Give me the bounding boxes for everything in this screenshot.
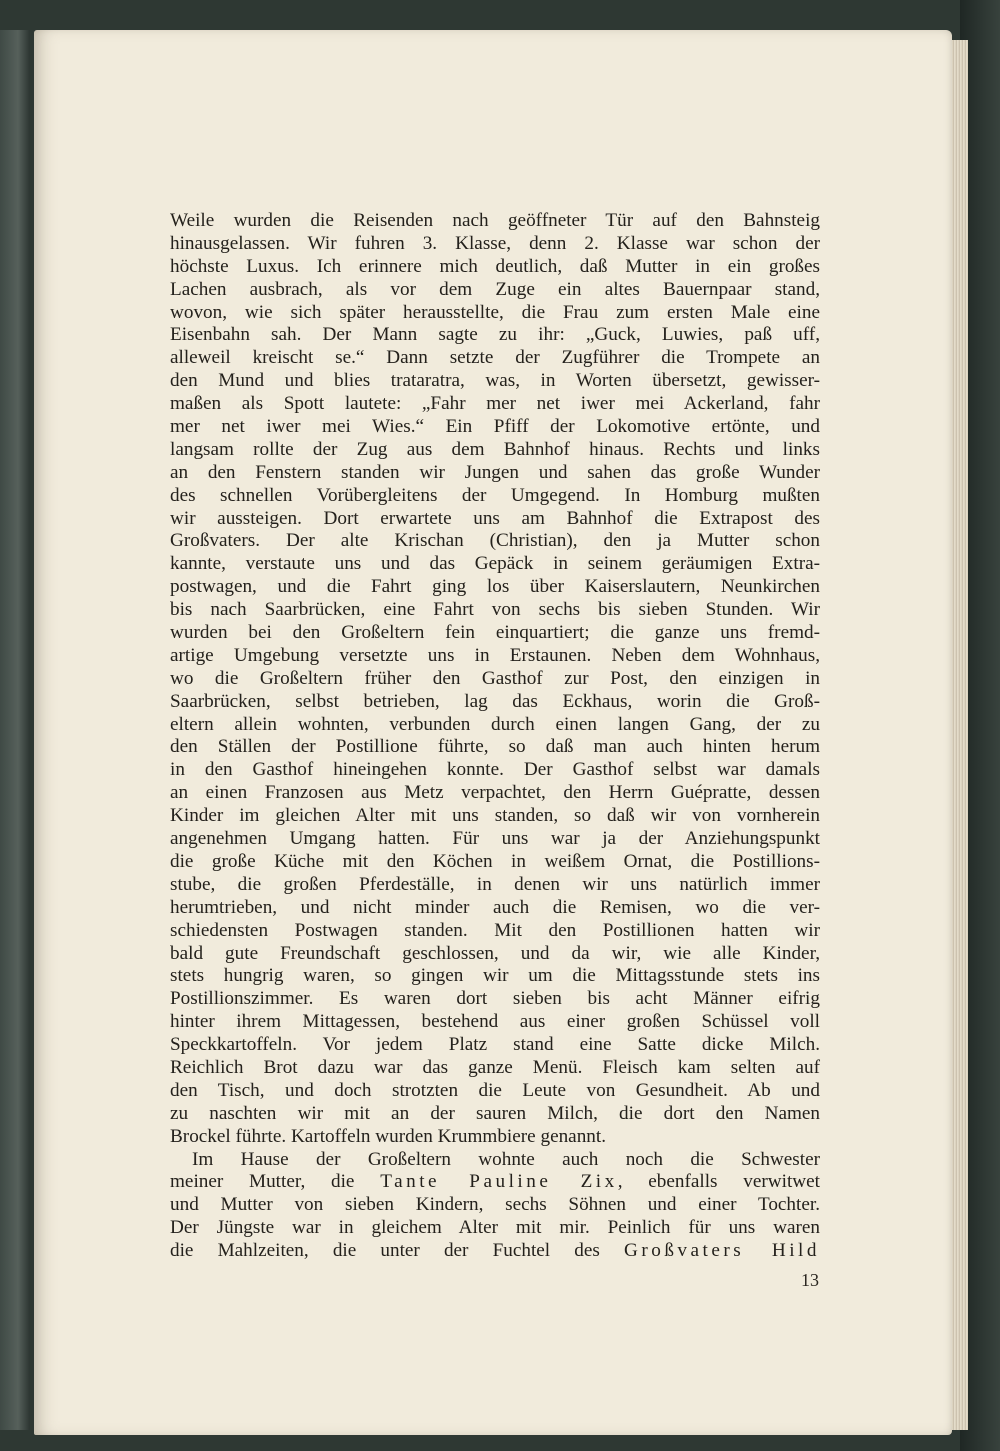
text-line bbox=[170, 1171, 820, 1194]
text-line: bald gute Freundschaft geschlossen, und da wir, wie alle Kinder, bbox=[170, 942, 820, 964]
text-line: den Tisch, und doch strotzten die Leute von Gesundheit. Ab und bbox=[170, 1079, 820, 1101]
text-line: angenehmen Umgang hatten. Für uns war ja der Anziehungspunkt bbox=[170, 828, 820, 850]
text-line: an einen Franzosen aus Metz verpachtet, den Herrn Guépratte, dessen bbox=[170, 782, 820, 804]
text-line: stube, die großen Pferdeställe, in denen wir uns natürlich immer bbox=[170, 873, 820, 895]
text-line: wir aussteigen. Dort erwartete uns am Bahnhof die Extrapost des bbox=[170, 507, 820, 529]
text-fragment: meiner Mutter, die bbox=[170, 1171, 381, 1193]
text-line: den Mund und blies trataratra, was, in Worten übersetzt, gewisser- bbox=[170, 370, 820, 392]
text-line: Weile wurden die Reisenden nach geöffneter Tür auf den Bahnsteig bbox=[170, 210, 820, 231]
text-line: langsam rollte der Zug aus dem Bahnhof hinaus. Rechts und links bbox=[170, 438, 820, 460]
text-line: alleweil kreischt se.“ Dann setzte der Zugführer die Trompete an bbox=[170, 347, 820, 369]
text-fragment: die Mahlzeiten, die unter der Fuchtel des bbox=[170, 1240, 624, 1262]
text-line bbox=[170, 1240, 820, 1263]
text-line: zu naschten wir mit an der sauren Milch, die dort den Namen bbox=[170, 1102, 820, 1124]
text-line: herumtrieben, und nicht minder auch die Remisen, wo die ver- bbox=[170, 896, 820, 918]
text-line: Im Hause der Großeltern wohnte auch noch die Schwester bbox=[192, 1148, 820, 1170]
text-line: postwagen, und die Fahrt ging los über Kaiserslautern, Neunkirchen bbox=[170, 576, 820, 598]
text-line: Kinder im gleichen Alter mit uns standen, so daß wir von vornherein bbox=[170, 805, 820, 827]
text-line: wo die Großeltern früher den Gasthof zur Post, den einzigen in bbox=[170, 667, 820, 689]
text-line: bis nach Saarbrücken, eine Fahrt von sechs bis sieben Stunden. Wir bbox=[170, 599, 820, 621]
text-line: Speckkartoffeln. Vor jedem Platz stand eine Satte dicke Milch. bbox=[170, 1034, 820, 1056]
spaced-name: Großvaters Hild bbox=[623, 1240, 820, 1262]
text-line: des schnellen Vorübergleitens der Umgegend. In Homburg mußten bbox=[170, 484, 820, 506]
book-page bbox=[34, 30, 952, 1435]
text-line: stets hungrig waren, so gingen wir um die Mittagsstunde stets ins bbox=[170, 965, 820, 987]
text-line: Postillionszimmer. Es waren dort sieben bis acht Männer eifrig bbox=[170, 988, 820, 1010]
text-line: kannte, verstaute uns und das Gepäck in seinem geräumigen Extra- bbox=[170, 553, 820, 575]
text-line: an den Fenstern standen wir Jungen und sahen das große Wunder bbox=[170, 461, 820, 483]
text-fragment: , ebenfalls verwitwet bbox=[617, 1171, 820, 1193]
text-line: wovon, wie sich später herausstellte, die Frau zum ersten Male eine bbox=[170, 301, 820, 323]
text-line: höchste Luxus. Ich erinnere mich deutlich, daß Mutter in ein großes bbox=[170, 255, 820, 277]
body-text bbox=[170, 210, 820, 1263]
text-line: eltern allein wohnten, verbunden durch einen langen Gang, der zu bbox=[170, 713, 820, 735]
text-line: Der Jüngste war in gleichem Alter mit mir. Peinlich für uns waren bbox=[170, 1217, 820, 1239]
text-line: Lachen ausbrach, als vor dem Zuge ein altes Bauernpaar stand, bbox=[170, 278, 820, 300]
book-binding bbox=[0, 30, 30, 1430]
text-line: hinausgelassen. Wir fuhren 3. Klasse, denn 2. Klasse war schon der bbox=[170, 232, 820, 254]
page-number: 13 bbox=[801, 1270, 819, 1290]
text-line: hinter ihrem Mittagessen, bestehend aus einer großen Schüssel voll bbox=[170, 1011, 820, 1033]
text-line: Eisenbahn sah. Der Mann sagte zu ihr: „Guck, Luwies, paß uff, bbox=[170, 324, 820, 346]
text-line: den Ställen der Postillione führte, so daß man auch hinten herum bbox=[170, 736, 820, 758]
text-line: schiedensten Postwagen standen. Mit den Postillionen hatten wir bbox=[170, 919, 820, 941]
text-line: Reichlich Brot dazu war das ganze Menü. Fleisch kam selten auf bbox=[170, 1056, 820, 1078]
text-line: und Mutter von sieben Kindern, sechs Söhnen und einer Tochter. bbox=[170, 1194, 820, 1216]
text-line: wurden bei den Großeltern fein einquartiert; die ganze uns fremd- bbox=[170, 622, 820, 644]
text-line: Saarbrücken, selbst betrieben, lag das Eckhaus, worin die Groß- bbox=[170, 690, 820, 712]
text-line: in den Gasthof hineingehen konnte. Der Gasthof selbst war damals bbox=[170, 759, 820, 781]
text-line: maßen als Spott lautete: „Fahr mer net iwer mei Ackerland, fahr bbox=[170, 393, 820, 415]
text-line: artige Umgebung versetzte uns in Erstaunen. Neben dem Wohnhaus, bbox=[170, 644, 820, 666]
text-line: die große Küche mit den Köchen in weißem Ornat, die Postillions- bbox=[170, 850, 820, 872]
spaced-name: Tante Pauline Zix bbox=[380, 1171, 618, 1193]
text-line: Brockel führte. Kartoffeln wurden Krummbiere genannt. bbox=[170, 1125, 607, 1147]
text-line: mer net iwer mei Wies.“ Ein Pfiff der Lokomotive ertönte, und bbox=[170, 416, 820, 438]
text-line: Großvaters. Der alte Krischan (Christian), den ja Mutter schon bbox=[170, 530, 820, 552]
